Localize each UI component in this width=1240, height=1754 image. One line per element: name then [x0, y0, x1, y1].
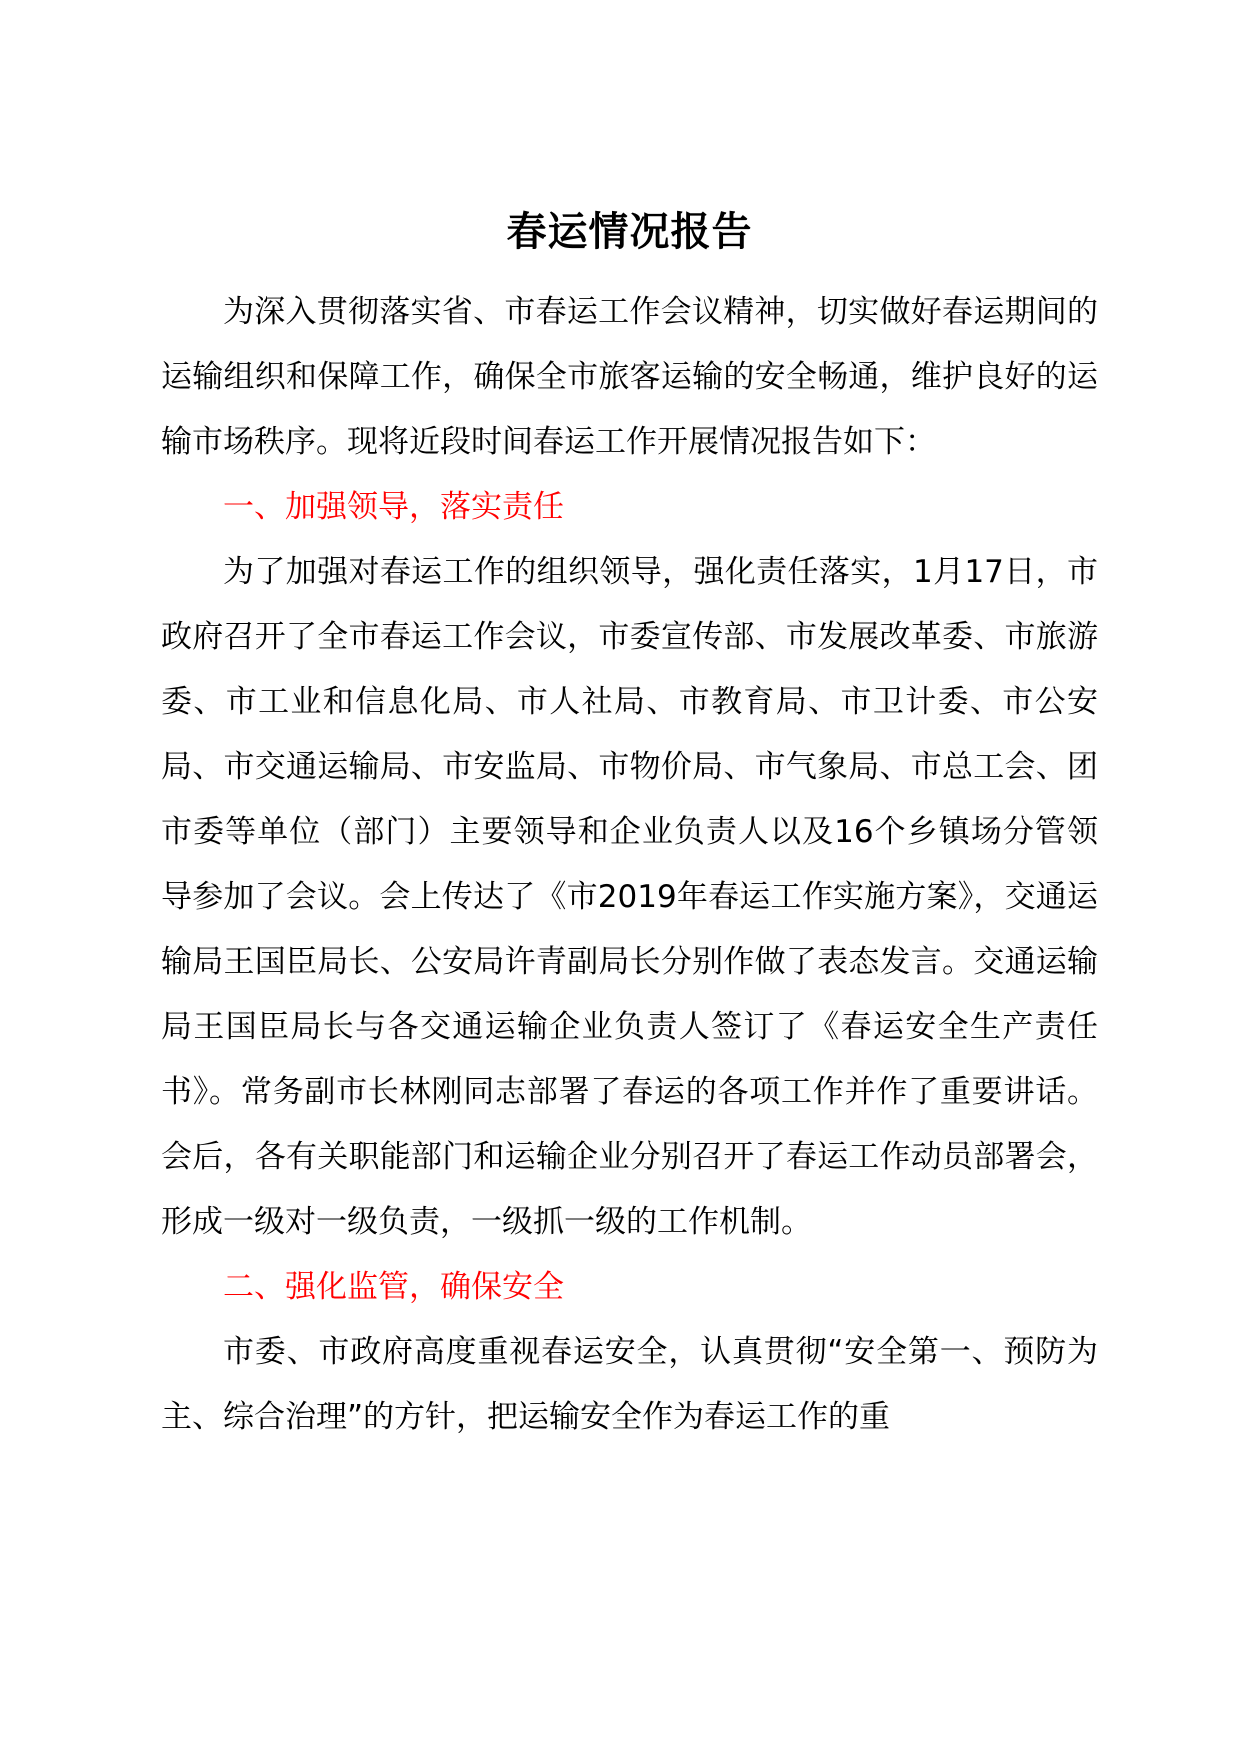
- section-2-body: 市委、市政府高度重视春运安全，认真贯彻“安全第一、预防为主、综合治理”的方针，把运输安全作为春运工作的重: [161, 1334, 1098, 1435]
- section-1-body: 为了加强对春运工作的组织领导，强化责任落实，1月17日，市政府召开了全市春运工作会议，市委宣传部、市发展改革委、市旅游委、市工业和信息化局、市人社局、市教育局、市卫计委、市公安局、市交通运输局、市安监局、市物价局、市气象局、市总工会、团市委等单位（部门）主要领导和企业负责人以及16个乡镇场分管领导参加了会议。会上传达了《市2019年春运工作实施方案》，交通运输局王国臣局长、公安局许青副局长分别作做了表态发言。交通运输局王国臣局长与各交通运输企业负责人签订了《春运安全生产责任书》。常务副市长林刚同志部署了春运的各项工作并作了重要讲话。会后，各有关职能部门和运输企业分别召开了春运工作动员部署会，形成一级对一级负责，一级抓一级的工作机制。: [161, 554, 1098, 1240]
- document-page: [161, 192, 1098, 1450]
- section-2-heading: 二、强化监管，确保安全: [223, 1269, 564, 1305]
- intro-paragraph: 为深入贯彻落实省、市春运工作会议精神，切实做好春运期间的运输组织和保障工作，确保全市旅客运输的安全畅通，维护良好的运输市场秩序。现将近段时间春运工作开展情况报告如下：: [161, 294, 1098, 460]
- document-title: 春运情况报告: [506, 209, 753, 255]
- section-1-heading: 一、加强领导，落实责任: [223, 489, 564, 525]
